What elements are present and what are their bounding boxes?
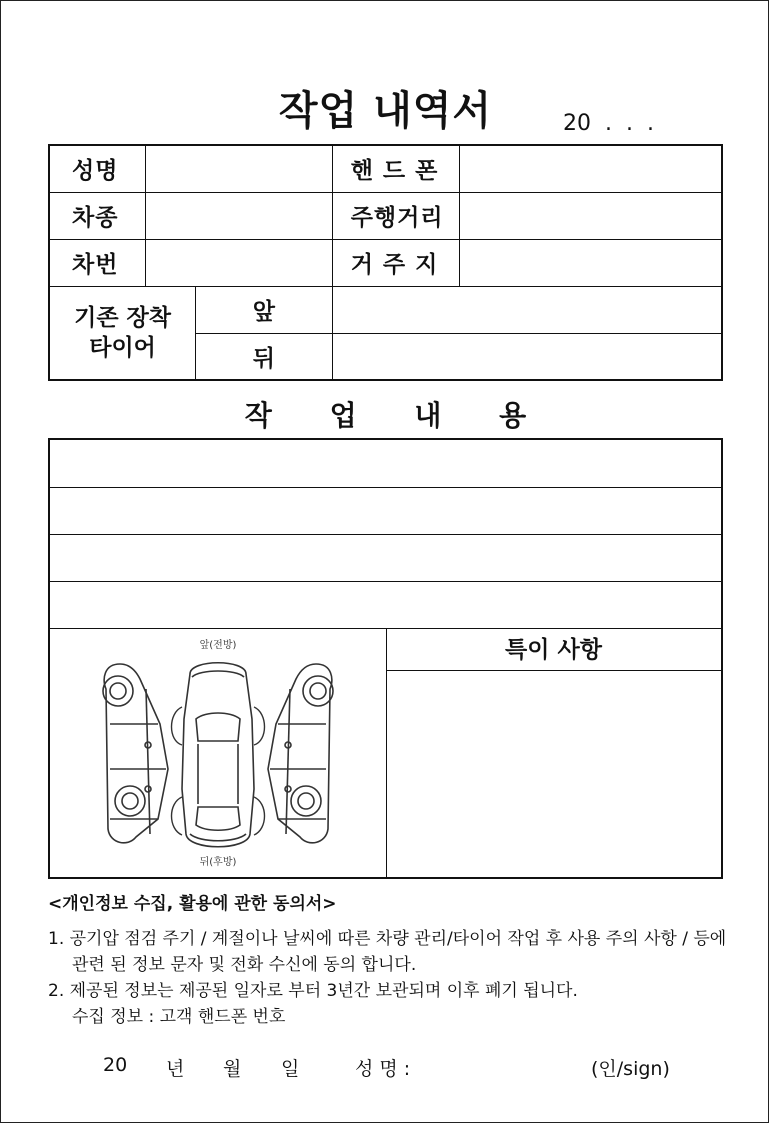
existing-tire-label bbox=[49, 286, 196, 380]
consent-section bbox=[48, 889, 738, 1030]
consent-item-2-sub: 수집 정보 : 고객 핸드폰 번호 bbox=[72, 1007, 286, 1027]
sign-month-unit: 월 bbox=[223, 1058, 242, 1080]
car-top-view bbox=[182, 663, 254, 847]
sign-seal-label: (인/sign) bbox=[591, 1058, 670, 1080]
sign-year: 20 bbox=[103, 1054, 128, 1076]
consent-item-2: 2. 제공된 정보는 제공된 일자로 부터 3년간 보관되며 이후 폐기 됩니다. bbox=[48, 981, 578, 1001]
car-diagram-icon bbox=[50, 629, 386, 879]
existing-tire-label-line1: 기존 장착 bbox=[74, 304, 171, 331]
rear-tire-label: 뒤 bbox=[196, 333, 333, 380]
phone-label: 핸 드 폰 bbox=[332, 145, 460, 192]
date-field[interactable]: 20 . . . bbox=[563, 111, 654, 136]
signature-line bbox=[1, 1054, 769, 1080]
rear-tire-field[interactable] bbox=[332, 333, 722, 380]
car-left-side-view bbox=[103, 664, 168, 843]
table-row bbox=[49, 192, 722, 239]
car-right-side-view bbox=[268, 664, 333, 843]
front-tire-field[interactable] bbox=[332, 286, 722, 333]
diagram-front-label: 앞(전방) bbox=[199, 640, 237, 651]
address-label: 거 주 지 bbox=[332, 239, 460, 286]
car-top-wheels bbox=[172, 707, 265, 835]
work-content-box bbox=[48, 438, 723, 879]
form-title: 작업 내역서 bbox=[278, 88, 493, 134]
table-row bbox=[49, 286, 722, 333]
remarks-field[interactable] bbox=[387, 672, 721, 877]
work-content-title: 작 업 내 용 bbox=[244, 399, 551, 432]
phone-field[interactable] bbox=[460, 145, 722, 192]
work-content-field[interactable] bbox=[50, 440, 721, 628]
consent-item-1: 1. 공기압 점검 주기 / 계절이나 날씨에 따른 차량 관리/타이어 작업 후 사용 주의 사항 / 등에 관련 된 정보 문자 및 전화 수신에 동의 합니다. bbox=[48, 929, 727, 975]
consent-title: <개인정보 수집, 활용에 관한 동의서> bbox=[48, 894, 337, 914]
car-type-label: 차종 bbox=[49, 192, 146, 239]
diagram-rear-label: 뒤(후방) bbox=[199, 857, 237, 868]
plate-label: 차번 bbox=[49, 239, 146, 286]
mileage-field[interactable] bbox=[460, 192, 722, 239]
name-label: 성명 bbox=[49, 145, 146, 192]
sign-name-label: 성 명 : bbox=[355, 1058, 411, 1080]
address-field[interactable] bbox=[460, 239, 722, 286]
name-field[interactable] bbox=[146, 145, 332, 192]
existing-tire-label-line2: 타이어 bbox=[89, 334, 156, 361]
car-type-field[interactable] bbox=[146, 192, 332, 239]
sign-name-field[interactable] bbox=[421, 1054, 581, 1078]
front-tire-label: 앞 bbox=[196, 286, 333, 333]
table-row bbox=[49, 239, 722, 286]
remarks-title: 특이 사항 bbox=[386, 629, 721, 671]
mileage-label: 주행거리 bbox=[332, 192, 460, 239]
sign-year-unit: 년 bbox=[166, 1058, 185, 1080]
table-row bbox=[49, 145, 722, 192]
plate-field[interactable] bbox=[146, 239, 332, 286]
sign-day-unit: 일 bbox=[281, 1058, 300, 1080]
customer-info-table bbox=[48, 144, 723, 381]
